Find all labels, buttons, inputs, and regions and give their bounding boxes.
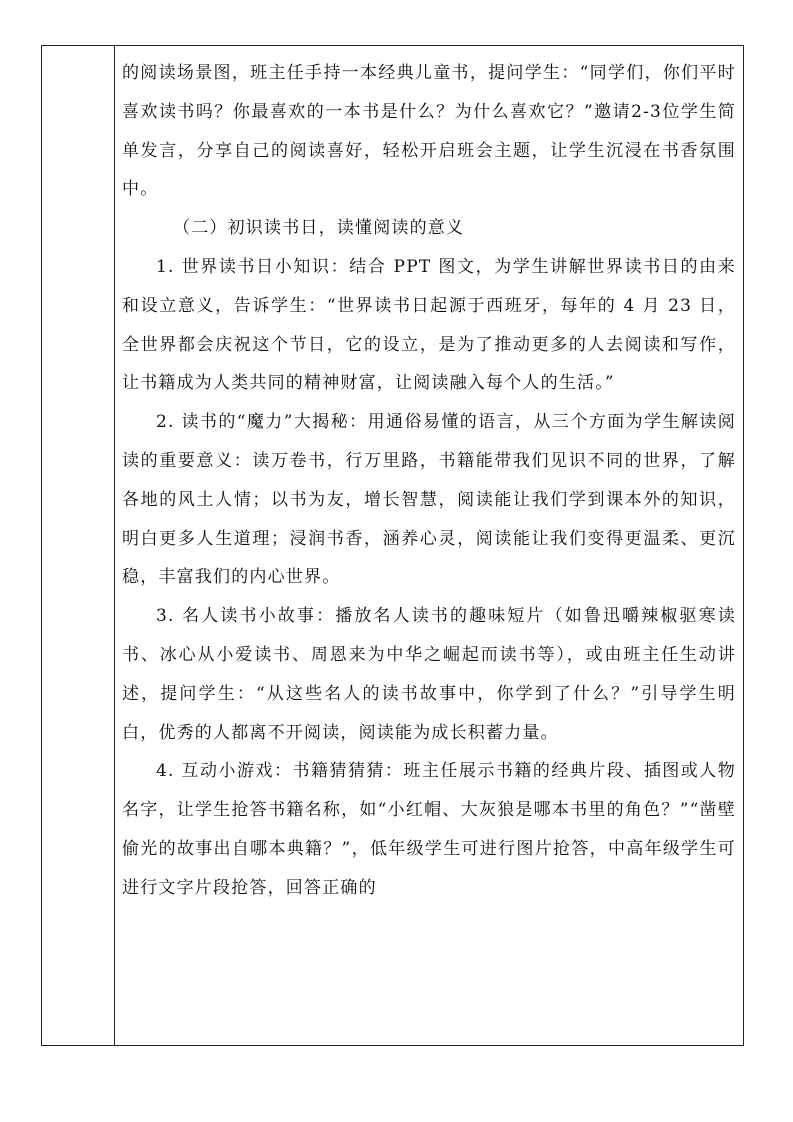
paragraph-item-1: 1. 世界读书日小知识：结合 PPT 图文，为学生讲解世界读书日的由来和设立意义，告诉学生：“世界读书日起源于西班牙，每年的 4 月 23 日，全世界都会庆祝这个节日，它的设立，是为了推动更多的人去阅读和写作，让书籍成为人类共同的精神财富，让阅读融入每个人的生活。” [122,256,736,394]
table-content-cell [115,46,743,1045]
section-heading: （二）初识读书日，读懂阅读的意义 [173,218,465,239]
paragraph-item-2: 2. 读书的“魔力”大揭秘：用通俗易懂的语言，从三个方面为学生解读阅读的重要意义：读万卷书，行万里路，书籍能带我们见识不同的世界，了解各地的风土人情；以书为友，增长智慧，阅读能让我们学到课本外的知识，明白更多人生道理；浸润书香，涵养心灵，阅读能让我们变得更温柔、更沉稳，丰富我们的内心世界。 [122,412,736,588]
paragraph-item-3: 3. 名人读书小故事：播放名人读书的趣味短片（如鲁迅嚼辣椒驱寒读书、冰心从小爱读书、周恩来为中华之崛起而读书等），或由班主任生动讲述，提问学生：“从这些名人的读书故事中，你学到了什么？”引导学生明白，优秀的人都离不开阅读，阅读能为成长积蓄力量。 [122,606,736,743]
lesson-plan-table [41,45,744,1046]
paragraph-item-4: 4. 互动小游戏：书籍猜猜猜：班主任展示书籍的经典片段、插图或人物名字，让学生抢答书籍名称，如“小红帽、大灰狼是哪本书里的角色？”“凿壁偷光的故事出自哪本典籍？”，低年级学生可进行图片抢答，中高年级学生可进行文字片段抢答，回答正确的 [122,761,736,898]
table-label-column [42,46,115,1045]
paragraph-intro-continuation: 的阅读场景图，班主任手持一本经典儿童书，提问学生：“同学们，你们平时喜欢读书吗？你最喜欢的一本书是什么？为什么喜欢它？”邀请2-3位学生简单发言，分享自己的阅读喜好，轻松开启班会主题，让学生沉浸在书香氛围中。 [122,63,736,200]
